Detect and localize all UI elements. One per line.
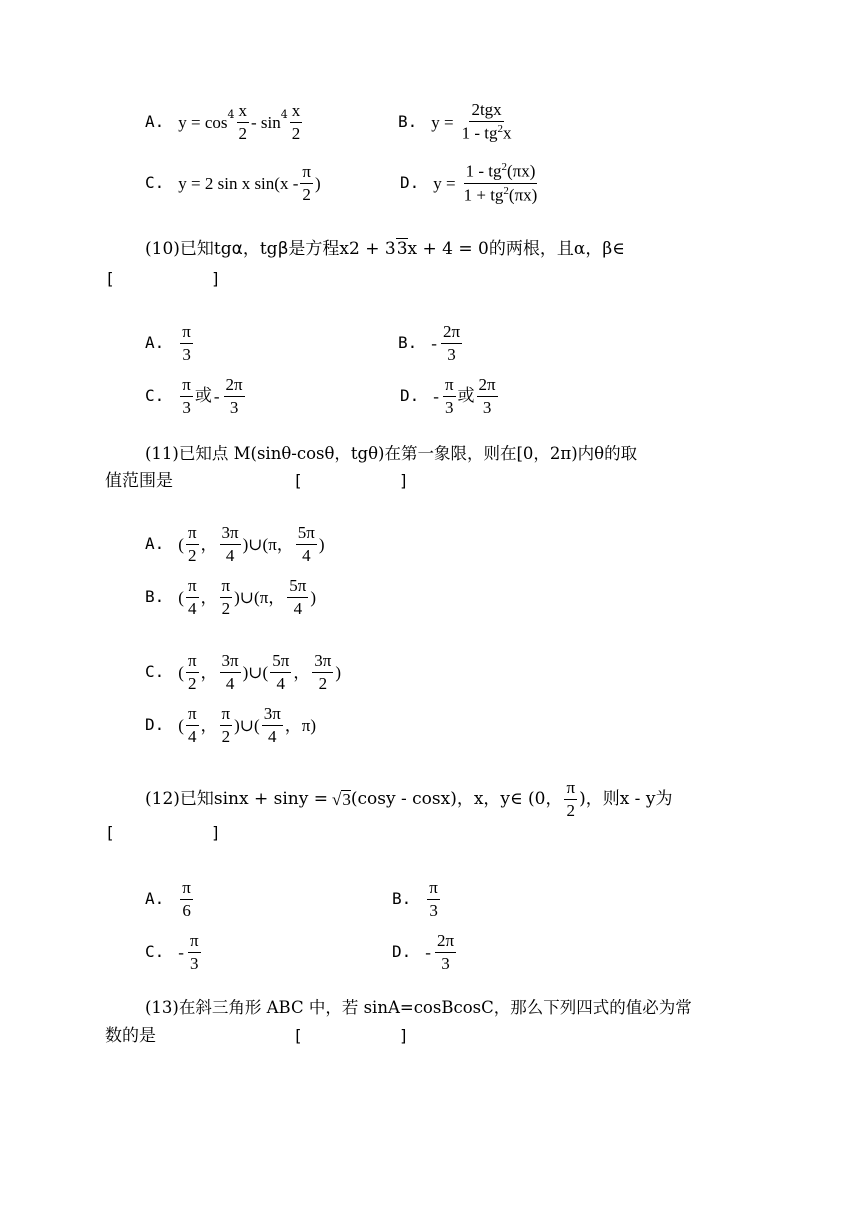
q9-option-c: C. y = 2 sin x sin(x - $\frac{\pi}{2}$ ) <box>145 161 321 204</box>
q11-option-b: B. ( $\frac{\pi}{4}$ ， $\frac{\pi}{2}$ ) ∪(π， $\frac{5\pi}{4}$ ) <box>145 575 317 618</box>
q11-option-c: C. ( $\frac{\pi}{2}$ ， $\frac{3\pi}{4}$ ) ∪( $\frac{5\pi}{4}$ ， $\frac{3\pi}{2}$ ) <box>145 650 342 693</box>
q10-option-c: C. $\frac{\pi}{3}$ 或 - $\frac{2\pi}{3}$ <box>145 374 243 417</box>
q12-option-b: B. $\frac{\pi}{3}$ <box>392 877 438 920</box>
q9-option-b: B. y = $\frac{\text{2tgx}}{1 - tg^2x}$ <box>398 100 512 143</box>
q11-answer-bracket: [ ] <box>293 471 409 490</box>
q10-option-a: A. $\frac{\pi}{3}$ <box>145 321 191 364</box>
q10-stem: (10)已知tgα，tgβ是方程x2 + 33x + 4 = 0的两根，且α，β∈ <box>145 239 625 259</box>
q12-option-a: A. $\frac{\pi}{6}$ <box>145 877 191 920</box>
q11-stem-line2: 值范围是 <box>105 471 173 491</box>
q11-stem-line1: (11)已知点 M(sinθ-cosθ，tgθ)在第一象限，则在[0，2π)内θ的取 <box>145 444 638 463</box>
q10-option-d: D. - $\frac{\pi}{3}$ 或 $\frac{2\pi}{3}$ <box>400 374 496 417</box>
q10-answer-bracket: [ ] <box>105 269 221 288</box>
q10-option-b: B. - $\frac{2\pi}{3}$ <box>398 321 461 364</box>
q12-option-c: C. - $\frac{\pi}{3}$ <box>145 930 199 973</box>
q9-option-a: A. y = cos $^4$ $\frac{x}{2}$ - sin $^4$ $\frac{x}{2}$ <box>145 100 301 143</box>
q12-stem: (12)已知sinx + siny = √ 3 (cosy - cosx)，x，y∈ (0， $\frac{\pi}{2}$ )，则x - y为 <box>145 777 673 820</box>
q11-option-a: A. ( $\frac{\pi}{2}$ ， $\frac{3\pi}{4}$ ) ∪(π， $\frac{5\pi}{4}$ ) <box>145 522 325 565</box>
q13-answer-bracket: [ ] <box>293 1026 409 1045</box>
q9-option-d: D. y = $\frac{1 - tg^2(\pi x)}{1 + tg^2(\pi x)}$ <box>400 161 538 205</box>
q13-stem-line1: (13)在斜三角形 ABC 中，若 sinA=cosBcosC，那么下列四式的值必为常 <box>145 998 692 1017</box>
q12-answer-bracket: [ ] <box>105 823 221 842</box>
q11-option-d: D. ( $\frac{\pi}{4}$ ， $\frac{\pi}{2}$ ) ∪( $\frac{3\pi}{4}$ ，π) <box>145 703 317 746</box>
q12-option-d: D. - $\frac{2\pi}{3}$ <box>392 930 455 973</box>
q9-a-label: A. <box>145 112 165 131</box>
q13-stem-line2: 数的是 <box>105 1026 156 1046</box>
